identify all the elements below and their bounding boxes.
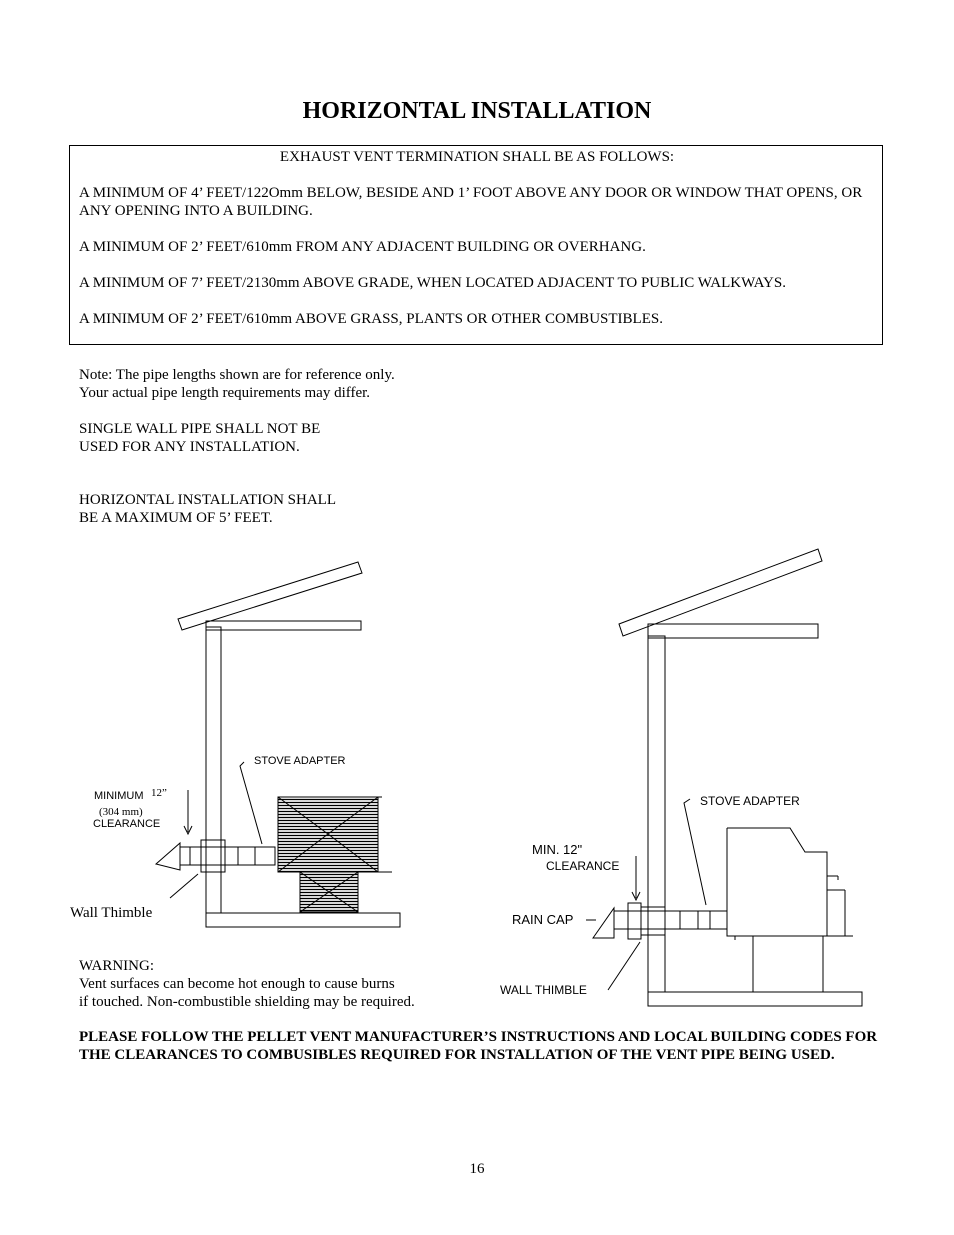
- right-wall-thimble: [628, 903, 641, 939]
- right-floor: [648, 992, 862, 1006]
- right-stove-body: [727, 828, 827, 936]
- pipe-note-line1: Note: The pipe lengths shown are for reference only.: [79, 367, 395, 383]
- left-stove-adapter-label: STOVE ADAPTER: [254, 755, 346, 767]
- termination-heading: EXHAUST VENT TERMINATION SHALL BE AS FOLLOWS:: [279, 149, 675, 165]
- warning-line1: Vent surfaces can become hot enough to cause burns: [79, 976, 395, 992]
- right-eave: [648, 624, 818, 638]
- right-stove-base: [753, 936, 823, 992]
- footer-notice: PLEASE FOLLOW THE PELLET VENT MANUFACTURER’S INSTRUCTIONS AND LOCAL BUILDING CODES FOR THE CLEARANCES TO COMBUSIBLES REQUIRED FOR INSTALLATION OF THE VENT PIPE BEING USED.: [79, 1029, 878, 1063]
- left-stove-adapter-leader: [240, 762, 262, 844]
- warning-heading: WARNING:: [79, 958, 154, 974]
- right-wall: [648, 636, 665, 992]
- right-clearance-label: CLEARANCE: [546, 859, 620, 873]
- page-number: 16: [469, 1161, 485, 1177]
- warning-line2: if touched. Non-combustible shielding may be required.: [79, 994, 415, 1010]
- right-min-label: MIN. 12": [532, 842, 583, 857]
- right-rain-cap: [593, 908, 614, 938]
- page-title: HORIZONTAL INSTALLATION: [302, 98, 652, 124]
- left-clearance-label: CLEARANCE: [93, 818, 161, 830]
- right-roof: [619, 549, 822, 636]
- left-wall: [206, 627, 221, 913]
- left-floor: [206, 913, 400, 927]
- max-length-line1: HORIZONTAL INSTALLATION SHALL: [79, 492, 337, 508]
- right-stove-adapter-label: STOVE ADAPTER: [700, 794, 800, 808]
- left-eave: [206, 621, 361, 630]
- rule-above-grade: A MINIMUM OF 7’ FEET/2130mm ABOVE GRADE, WHEN LOCATED ADJACENT TO PUBLIC WALKWAYS.: [79, 275, 786, 291]
- right-thimble-leader: [608, 942, 640, 990]
- pipe-note-line2: Your actual pipe length requirements may differ.: [79, 385, 371, 401]
- rule-adjacent-building: A MINIMUM OF 2’ FEET/610mm FROM ANY ADJACENT BUILDING OR OVERHANG.: [79, 239, 646, 255]
- left-roof: [178, 562, 362, 630]
- left-diagram: [156, 562, 400, 927]
- left-rain-cap: [156, 843, 180, 870]
- single-wall-line1: SINGLE WALL PIPE SHALL NOT BE: [79, 421, 321, 437]
- right-wall-thimble-label: WALL THIMBLE: [500, 983, 587, 997]
- rule-above-grass: A MINIMUM OF 2’ FEET/610mm ABOVE GRASS, PLANTS OR OTHER COMBUSTIBLES.: [79, 311, 663, 327]
- single-wall-line2: USED FOR ANY INSTALLATION.: [79, 439, 300, 455]
- left-vent-pipe: [180, 847, 275, 865]
- left-inches-label: 12”: [151, 787, 167, 799]
- right-stove-adapter-leader: [684, 799, 706, 905]
- max-length-line2: BE A MAXIMUM OF 5’ FEET.: [79, 510, 273, 526]
- right-rain-cap-label: RAIN CAP: [512, 912, 574, 927]
- left-wall-thimble-label: Wall Thimble: [70, 905, 153, 921]
- rule-door-window: A MINIMUM OF 4’ FEET/122Omm BELOW, BESIDE AND 1’ FOOT ABOVE ANY DOOR OR WINDOW THAT OPENS, OR ANY OPENING INTO A BUILDING.: [79, 185, 863, 219]
- left-minimum-label: MINIMUM: [94, 790, 144, 802]
- right-diagram: [586, 549, 862, 1006]
- left-mm-label: (304 mm): [99, 806, 143, 818]
- left-thimble-leader: [170, 874, 198, 898]
